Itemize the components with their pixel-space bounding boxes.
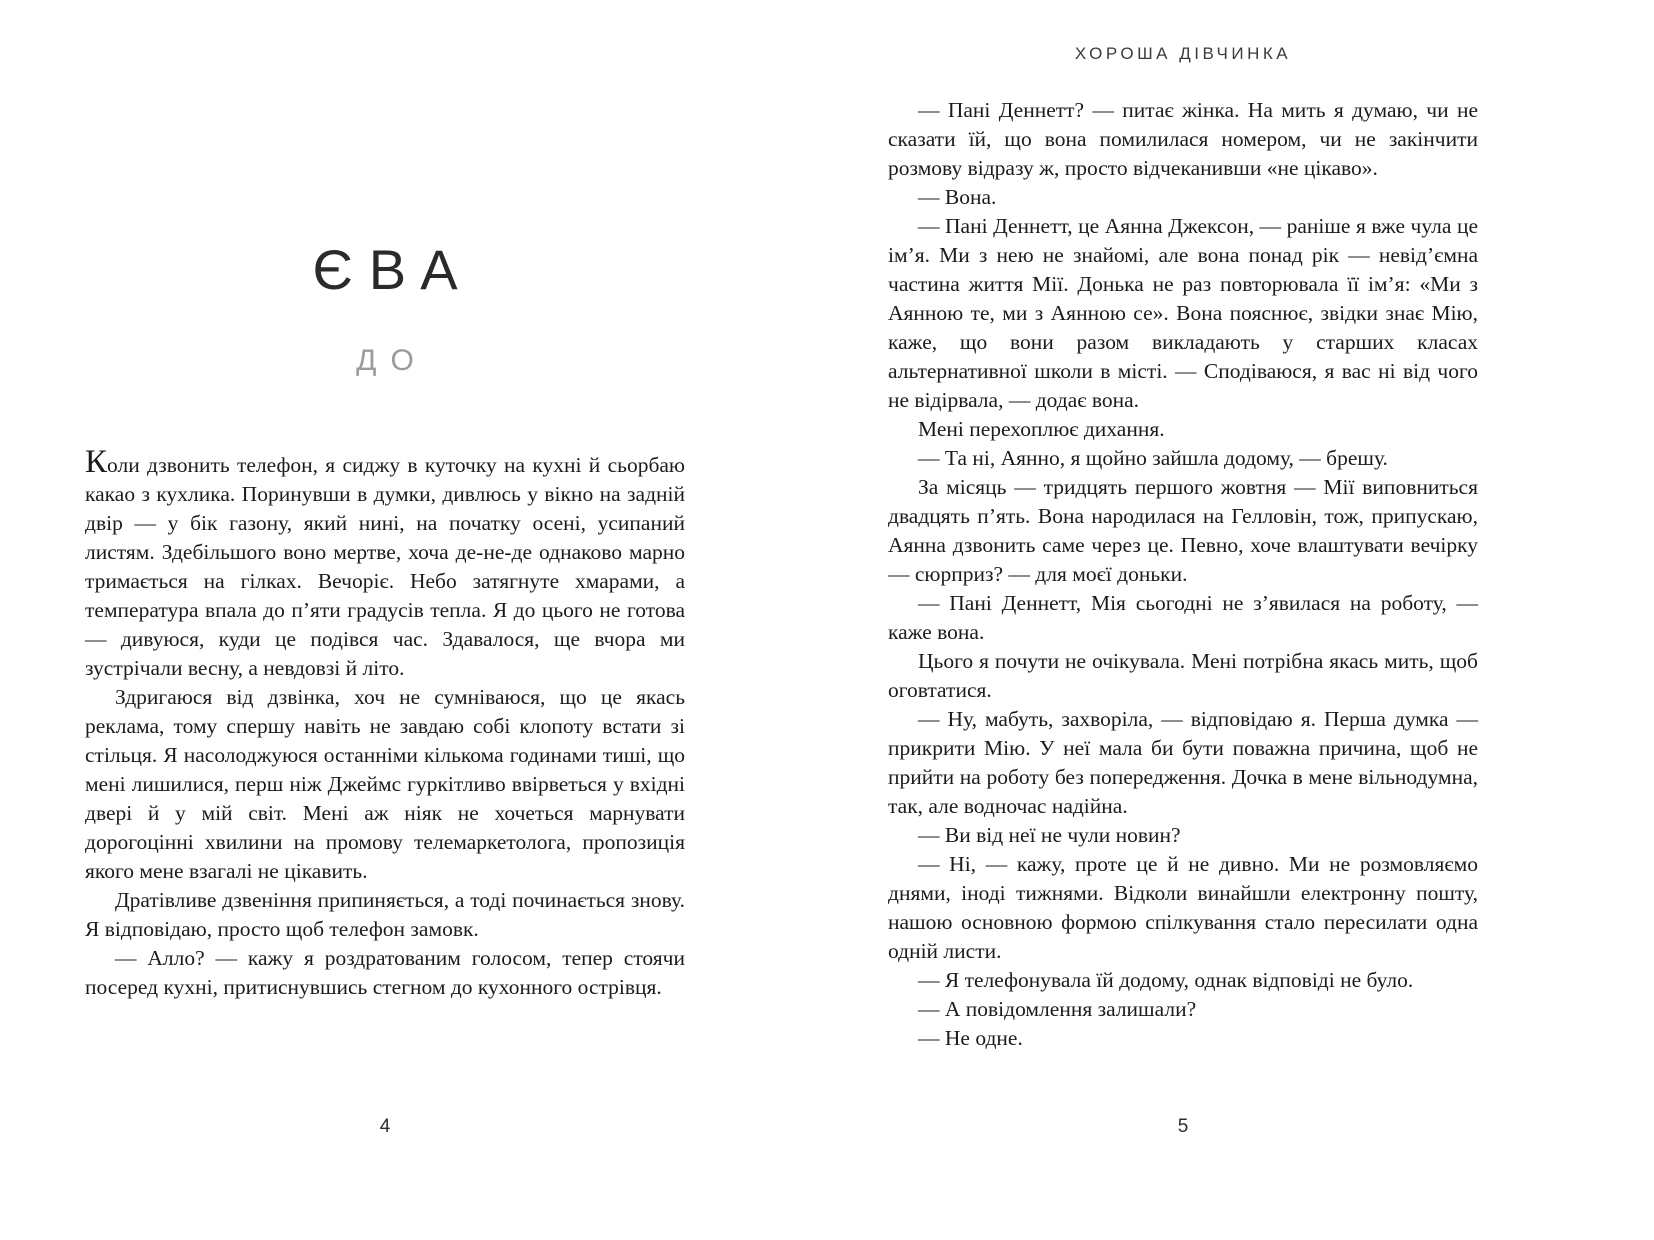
page-left [85, 0, 685, 1240]
page-right [888, 0, 1478, 1240]
paragraph: — Я телефонувала їй додому, однак відповіді не було. [918, 968, 1414, 992]
paragraph: — Ні, — кажу, проте це й не дивно. Ми не розмовляємо днями, іноді тижнями. Відколи винайшли електронну пошту, нашою основною формою спілкування стало пересилати одна одній листи. [888, 852, 1478, 963]
paragraph: — Не одне. [918, 1026, 1023, 1050]
left-page-body [85, 446, 685, 1002]
paragraph: — Пані Деннетт? — питає жінка. На мить я думаю, чи не сказати їй, що вона помилилася номером, чи не закінчити розмову відразу ж, просто відчеканивши «не цікаво». [888, 98, 1478, 180]
paragraph: — А повідомлення залишали? [918, 997, 1197, 1021]
paragraph: — Та ні, Аянно, я щойно зайшла додому, — брешу. [918, 446, 1388, 470]
paragraph: Мені перехоплює дихання. [918, 417, 1165, 441]
drop-cap: К [85, 444, 108, 480]
paragraph: — Пані Деннетт, Мія сьогодні не з’явилася на роботу, — каже вона. [888, 591, 1478, 644]
paragraph: — Алло? — кажу я роздратованим голосом, тепер стоячи посеред кухні, притиснувшись стегном до кухонного острівця. [85, 946, 685, 999]
page-number-left: 4 [379, 1116, 391, 1137]
chapter-subtitle: ДО [356, 344, 428, 377]
paragraph: Дратівливе дзвеніння припиняється, а тоді починається знову. Я відповідаю, просто щоб телефон замовк. [85, 888, 685, 941]
chapter-title: ЄВА [312, 238, 474, 301]
paragraph [85, 446, 685, 683]
paragraph: За місяць — тридцять першого жовтня — Мії виповниться двадцять п’ять. Вона народилася на Гелловін, тож, припускаю, Аянна дзвонить саме через це. Певно, хоче влаштувати вечірку — сюрприз? — для моєї доньки. [888, 475, 1478, 586]
paragraph: Цього я почути не очікувала. Мені потрібна якась мить, щоб оговтатися. [888, 649, 1478, 702]
paragraph: — Ви від неї не чули новин? [918, 823, 1181, 847]
paragraph: — Пані Деннетт, це Аянна Джексон, — раніше я вже чула це ім’я. Ми з нею не знайомі, але вона понад рік — невід’ємна частина життя Мії. Донька не раз повторювала її ім’я: «Ми з Аянною те, ми з Аянною се». Вона пояснює, звідки знає Мію, каже, що вони разом викладають у старших класах альтернативної школи в місті. — Сподіваюся, я вас ні від чого не відірвала, — додає вона. [888, 214, 1478, 412]
page-number-right: 5 [1177, 1116, 1189, 1137]
paragraph: — Вона. [918, 185, 997, 209]
running-header: ХОРОША ДІВЧИНКА [1074, 44, 1292, 63]
right-page-body [888, 96, 1478, 1053]
paragraph: — Ну, мабуть, захворіла, — відповідаю я. Перша думка — прикрити Мію. У неї мала би бути поважна причина, щоб не прийти на роботу без попередження. Дочка в мене вільнодумна, так, але водночас надійна. [888, 707, 1478, 818]
paragraph: Здригаюся від дзвінка, хоч не сумніваюся, що це якась реклама, тому спершу навіть не завдаю собі клопоту встати зі стільця. Я насолоджуюся останніми кількома годинами тиші, що мені лишилися, перш ніж Джеймс гуркітливо ввірветься у вхідні двері й у мій світ. Мені аж ніяк не хочеться марнувати дорогоцінні хвилини на промову телемаркетолога, пропозиція якого мене взагалі не цікавить. [85, 685, 685, 883]
paragraph-text: оли дзвонить телефон, я сиджу в куточку на кухні й сьорбаю какао з кухлика. Поринувши в думки, дивлюсь у вікно на задній двір — у бік газону, який нині, на початку осені, усипаний листям. Здебільшого воно мертве, хоча де-не-де однаково марно тримається на гілках. Вечоріє. Небо затягнуте хмарами, а температура впала до п’яти градусів тепла. Я до цього не готова — дивуюся, куди це подівся час. Здавалося, ще вчора ми зустрічали весну, а невдовзі й літо. [85, 453, 685, 680]
